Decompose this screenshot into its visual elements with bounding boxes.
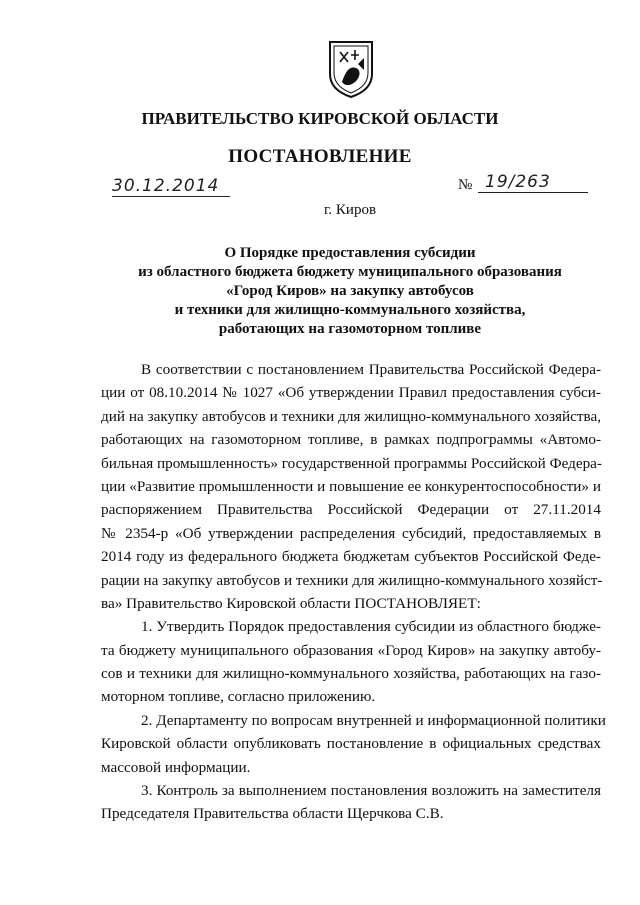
document-number: 19/263 bbox=[485, 172, 551, 192]
preamble-line: дий на закупку автобусов и техники для жилищно-коммунального хозяйства, bbox=[101, 407, 601, 425]
preamble-line: В соответствии с постановлением Правительства Российской Федера- bbox=[141, 361, 601, 378]
item-1-line: сов и техники для жилищно-коммунального хозяйства, работающих на газо- bbox=[101, 665, 601, 683]
preamble-line: ции «Развитие промышленности и повышение ее конкурентоспособности» и bbox=[101, 477, 601, 495]
item-2-line: массовой информации. bbox=[101, 758, 251, 776]
preamble-line: 2014 году из федерального бюджета бюджетам субъектов Российской Феде- bbox=[101, 548, 601, 566]
city-label: г. Киров bbox=[323, 202, 377, 218]
subject-line: «Город Киров» на закупку автобусов bbox=[226, 283, 474, 299]
subject-line: и техники для жилищно-коммунального хозяйства, bbox=[174, 302, 526, 318]
date-underline bbox=[112, 196, 230, 197]
preamble-line: распоряжением Правительства Российской Федерации от 27.11.2014 bbox=[101, 501, 601, 519]
item-1-line: моторном топливе, согласно приложению. bbox=[101, 688, 376, 706]
number-underline bbox=[478, 192, 588, 193]
preamble-line: бильная промышленность» государственной программы Российской Федера- bbox=[101, 454, 602, 472]
document-type: ПОСТАНОВЛЕНИЕ bbox=[228, 146, 412, 167]
preamble-line: ва» Правительство Кировской области ПОСТАНОВЛЯЕТ: bbox=[101, 594, 481, 612]
preamble-line: работающих на газомоторном топливе, в рамках подпрограммы «Автомо- bbox=[101, 431, 601, 449]
item-1-line: 1. Утвердить Порядок предоставления субсидии из областного бюдже- bbox=[141, 618, 601, 636]
item-2-line: Кировской области опубликовать постановление в официальных средствах bbox=[101, 735, 601, 753]
subject-line: О Порядке предоставления субсидии bbox=[224, 245, 476, 261]
preamble-line: ции от 08.10.2014 № 1027 «Об утверждении Правил предоставления субси- bbox=[101, 384, 601, 402]
subject-line: из областного бюджета бюджету муниципального образования bbox=[138, 264, 562, 280]
document-subject bbox=[100, 244, 600, 339]
number-sign: № bbox=[458, 177, 473, 193]
preamble-line: № 2354-р «Об утверждении распределения субсидий, предоставляемых в bbox=[101, 524, 601, 542]
coat-of-arms-icon bbox=[328, 40, 374, 98]
subject-line: работающих на газомоторном топливе bbox=[218, 321, 482, 337]
preamble-line: рации на закупку автобусов и техники для жилищно-коммунального хозяйст- bbox=[101, 571, 603, 589]
item-2-line: 2. Департаменту по вопросам внутренней и информационной политики bbox=[141, 711, 606, 729]
document-date: 30.12.2014 bbox=[112, 176, 220, 196]
government-title: ПРАВИТЕЛЬСТВО КИРОВСКОЙ ОБЛАСТИ bbox=[141, 109, 499, 128]
document-body bbox=[101, 358, 606, 826]
item-1-line: та бюджету муниципального образования «Город Киров» на закупку автобу- bbox=[101, 641, 601, 659]
item-3-line: Председателя Правительства области Щерчкова С.В. bbox=[101, 805, 444, 823]
item-3-line: 3. Контроль за выполнением постановления возложить на заместителя bbox=[141, 782, 601, 800]
